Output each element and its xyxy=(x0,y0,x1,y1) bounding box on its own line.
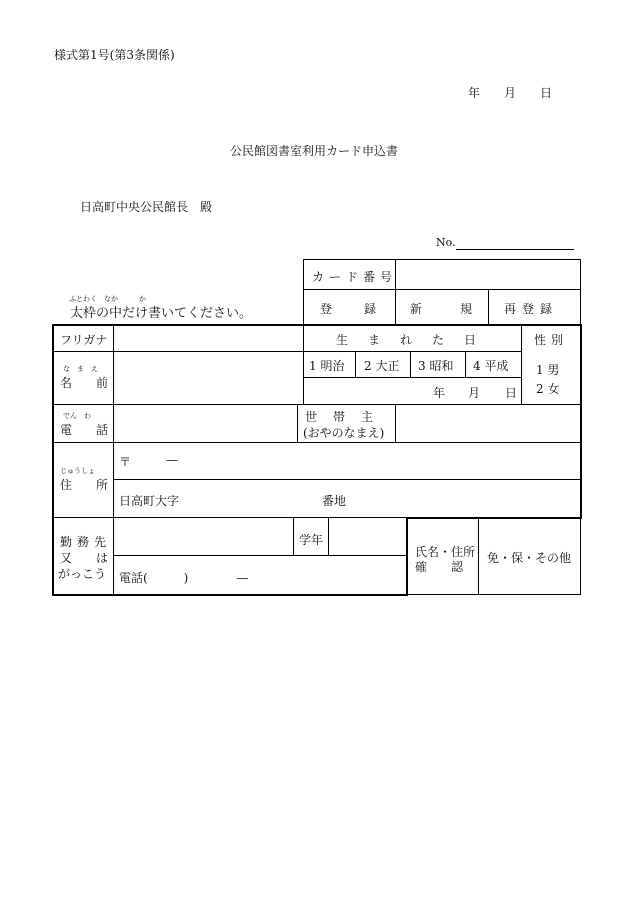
postal-dash: — xyxy=(166,453,178,467)
era-showa: 3 昭和 xyxy=(418,359,454,373)
grade-label: 学年 xyxy=(299,533,324,547)
address-banchi: 番地 xyxy=(322,494,347,508)
form-border-top xyxy=(52,324,582,326)
address-label: 住 所 xyxy=(60,478,115,492)
householder-label: 世 帯 主 xyxy=(305,410,376,424)
sex-female-option[interactable]: 2 女 xyxy=(536,382,560,396)
instruction-text: 太枠の中だけ書いてください。 xyxy=(70,306,253,321)
card-number-label: カード番号 xyxy=(312,270,398,284)
birth-year-label: 年 xyxy=(433,386,446,400)
householder-sub-label: (おやのなまえ) xyxy=(303,426,385,440)
instruction-ruby: ふとわく なか か xyxy=(69,295,146,303)
verify-label-2: 確 認 xyxy=(415,560,464,574)
no-label: No. xyxy=(436,236,456,249)
verify-label-1: 氏名・住所 xyxy=(415,545,476,559)
work-label-2: 又 は xyxy=(60,551,115,565)
verify-value: 免・保・その他 xyxy=(487,551,572,565)
work-label-3: がっこう xyxy=(58,567,107,581)
birth-month-label: 月 xyxy=(468,386,481,400)
date-year-label: 年 xyxy=(468,86,481,100)
no-underline xyxy=(456,249,574,250)
name-ruby: な ま え xyxy=(63,365,98,373)
postal-mark-icon: 〒 xyxy=(119,455,132,469)
phone-ruby: でん わ xyxy=(63,412,91,420)
form-border-bottom xyxy=(52,594,408,596)
birth-day-label: 日 xyxy=(505,386,518,400)
work-phone-label: 電話( ) — xyxy=(119,571,249,585)
furigana-label: フリガナ xyxy=(60,333,108,347)
sex-label: 性別 xyxy=(534,333,569,347)
register-label: 登 録 xyxy=(320,302,387,316)
phone-label: 電 話 xyxy=(60,423,115,437)
new-label: 新 規 xyxy=(410,302,486,316)
date-month-label: 月 xyxy=(504,86,517,100)
form-border-left xyxy=(52,324,54,596)
date-day-label: 日 xyxy=(540,86,553,100)
work-label-1: 勤務先 xyxy=(60,535,112,549)
addressee: 日高町中央公民館長 殿 xyxy=(80,200,213,214)
sex-male-option[interactable]: 1 男 xyxy=(536,363,560,377)
address-ruby: じゅうしょ xyxy=(60,467,95,475)
page-title: 公民館図書室利用カード申込書 xyxy=(230,144,399,158)
birth-date-label: 生 ま れ た 日 xyxy=(336,333,481,347)
name-label: 名 前 xyxy=(60,376,115,390)
form-border-right xyxy=(580,324,582,518)
era-taisho: 2 大正 xyxy=(364,359,400,373)
reregister-label: 再登録 xyxy=(504,302,559,316)
form-number: 様式第1号(第3条関係) xyxy=(54,48,175,62)
era-meiji: 1 明治 xyxy=(309,359,345,373)
address-town: 日高町大字 xyxy=(119,494,180,508)
era-heisei: 4 平成 xyxy=(473,359,509,373)
